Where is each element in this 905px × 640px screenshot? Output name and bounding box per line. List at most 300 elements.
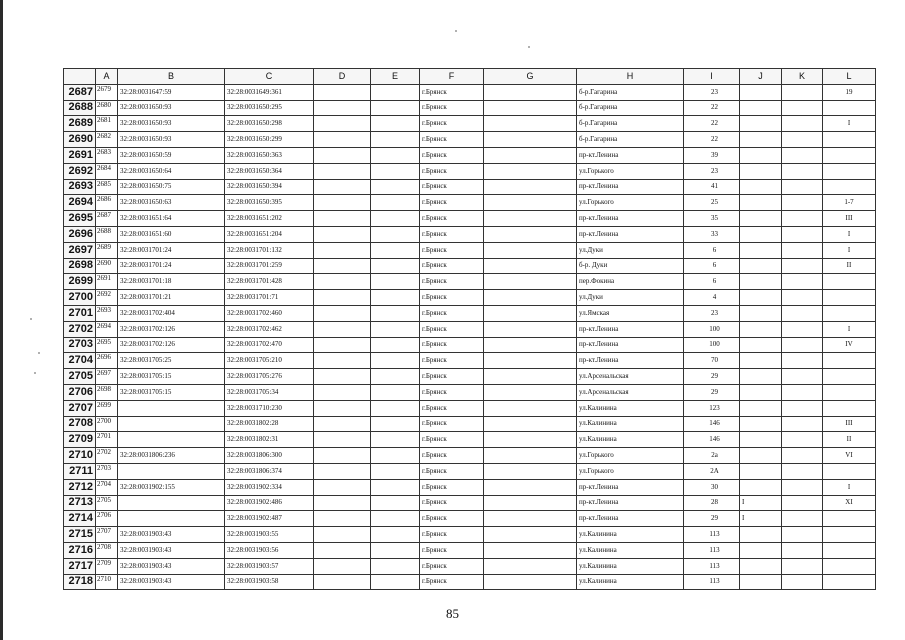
cell-l [823,574,876,590]
cell-f: г.Брянск [420,163,484,179]
table-row [64,116,876,132]
cell-d [314,147,371,163]
table-row [64,305,876,321]
row-number: 2696 [64,226,96,242]
cell-c: 32:28:0031806:300 [225,448,314,464]
cell-j [740,527,782,543]
cell-a: 2706 [96,511,118,527]
cell-e [371,274,420,290]
cell-j [740,147,782,163]
cell-f: г.Брянск [420,100,484,116]
cell-d [314,511,371,527]
cell-a: 2694 [96,321,118,337]
page-number: 85 [446,606,459,621]
cell-c: 32:28:0031702:470 [225,337,314,353]
cell-k [782,226,823,242]
cell-e [371,305,420,321]
table-row [64,211,876,227]
cell-b: 32:28:0031705:15 [118,369,225,385]
cell-d [314,369,371,385]
cell-b: 32:28:0031701:21 [118,290,225,306]
cell-g [484,495,577,511]
cell-g [484,116,577,132]
cell-j [740,400,782,416]
table-row [64,384,876,400]
cell-c: 32:28:0031650:295 [225,100,314,116]
row-number: 2710 [64,448,96,464]
cell-i: 41 [684,179,740,195]
cell-l [823,511,876,527]
row-number: 2711 [64,463,96,479]
scan-edge-bar [0,0,3,640]
row-number: 2705 [64,369,96,385]
cell-h: ул.Горького [577,195,684,211]
table-row [64,84,876,100]
cell-b [118,463,225,479]
cell-c: 32:28:0031806:374 [225,463,314,479]
cell-h: пр-кт.Ленина [577,147,684,163]
cell-f: г.Брянск [420,116,484,132]
cell-i: 33 [684,226,740,242]
cell-a: 2696 [96,353,118,369]
cell-k [782,448,823,464]
cell-a: 2685 [96,179,118,195]
row-number: 2716 [64,542,96,558]
cell-c: 32:28:0031650:395 [225,195,314,211]
cell-i: 2А [684,463,740,479]
cell-e [371,116,420,132]
cell-i: 25 [684,195,740,211]
cell-l: 1-7 [823,195,876,211]
cell-a: 2689 [96,242,118,258]
cell-b: 32:28:0031701:18 [118,274,225,290]
cell-l [823,290,876,306]
cell-h: б-р.Гагарина [577,132,684,148]
cell-a: 2707 [96,527,118,543]
cell-e [371,163,420,179]
cell-d [314,463,371,479]
cell-c: 32:28:0031701:71 [225,290,314,306]
cell-b: 32:28:0031702:404 [118,305,225,321]
cell-c: 32:28:0031650:299 [225,132,314,148]
cell-j [740,321,782,337]
column-header-l: L [823,69,876,85]
cell-d [314,400,371,416]
cell-b: 32:28:0031702:126 [118,321,225,337]
cell-h: пр-кт.Ленина [577,353,684,369]
cell-d [314,448,371,464]
cell-g [484,353,577,369]
cell-d [314,290,371,306]
cell-c: 32:28:0031705:276 [225,369,314,385]
cell-j [740,558,782,574]
cell-k [782,574,823,590]
cell-i: 113 [684,527,740,543]
table-row [64,163,876,179]
column-header-f: F [420,69,484,85]
cell-f: г.Брянск [420,84,484,100]
column-header-i: I [684,69,740,85]
cell-g [484,163,577,179]
cell-h: пр-кт.Ленина [577,226,684,242]
cell-b: 32:28:0031806:236 [118,448,225,464]
cell-e [371,353,420,369]
cell-d [314,100,371,116]
cell-i: 146 [684,416,740,432]
cell-j [740,574,782,590]
cell-l [823,527,876,543]
cell-b: 32:28:0031701:24 [118,242,225,258]
cell-i: 39 [684,147,740,163]
cell-h: пр-кт.Ленина [577,179,684,195]
cell-f: г.Брянск [420,321,484,337]
cell-e [371,400,420,416]
cell-i: 29 [684,511,740,527]
cell-j: I [740,495,782,511]
cell-g [484,416,577,432]
cell-c: 32:28:0031902:486 [225,495,314,511]
cell-d [314,495,371,511]
cell-k [782,211,823,227]
cell-h: ул.Горького [577,448,684,464]
row-number: 2691 [64,147,96,163]
cell-b: 32:28:0031705:15 [118,384,225,400]
cell-d [314,558,371,574]
cell-f: г.Брянск [420,337,484,353]
cell-b: 32:28:0031651:60 [118,226,225,242]
cell-k [782,432,823,448]
cell-c: 32:28:0031651:204 [225,226,314,242]
row-number: 2698 [64,258,96,274]
cell-g [484,463,577,479]
row-number: 2690 [64,132,96,148]
cell-j [740,132,782,148]
table-row [64,511,876,527]
cell-e [371,463,420,479]
cell-k [782,242,823,258]
column-header-row [64,69,876,85]
table-row [64,321,876,337]
cell-d [314,479,371,495]
cell-c: 32:28:0031701:132 [225,242,314,258]
cell-f: г.Брянск [420,147,484,163]
cell-j [740,479,782,495]
cell-c: 32:28:0031650:298 [225,116,314,132]
cell-a: 2693 [96,305,118,321]
cell-i: 70 [684,353,740,369]
cell-g [484,542,577,558]
cell-k [782,274,823,290]
cell-a: 2683 [96,147,118,163]
cell-i: 146 [684,432,740,448]
cell-l [823,384,876,400]
cell-e [371,416,420,432]
cell-f: г.Брянск [420,463,484,479]
cell-k [782,179,823,195]
cell-c: 32:28:0031701:259 [225,258,314,274]
cell-c: 32:28:0031903:56 [225,542,314,558]
cell-a: 2699 [96,400,118,416]
row-number: 2689 [64,116,96,132]
cell-e [371,242,420,258]
cell-d [314,211,371,227]
table-row [64,337,876,353]
column-header-e: E [371,69,420,85]
cell-f: г.Брянск [420,305,484,321]
cell-g [484,179,577,195]
cell-f: г.Брянск [420,132,484,148]
cell-e [371,495,420,511]
row-number: 2717 [64,558,96,574]
row-number: 2692 [64,163,96,179]
cell-l: 19 [823,84,876,100]
cell-d [314,195,371,211]
scan-artifact [30,318,32,320]
cell-i: 123 [684,400,740,416]
table-row [64,369,876,385]
row-number: 2687 [64,84,96,100]
cell-j [740,369,782,385]
cell-e [371,369,420,385]
cell-b: 32:28:0031650:64 [118,163,225,179]
cell-j [740,448,782,464]
cell-g [484,479,577,495]
cell-b: 32:28:0031650:93 [118,116,225,132]
cell-h: ул.Ямская [577,305,684,321]
table-row [64,432,876,448]
cell-g [484,558,577,574]
cell-e [371,321,420,337]
cell-l: I [823,242,876,258]
cell-b [118,495,225,511]
row-number: 2694 [64,195,96,211]
cell-d [314,321,371,337]
cell-g [484,511,577,527]
cell-h: б-р.Гагарина [577,116,684,132]
table-row [64,179,876,195]
cell-i: 100 [684,321,740,337]
cell-f: г.Брянск [420,574,484,590]
cell-j [740,116,782,132]
cell-e [371,527,420,543]
cell-i: 6 [684,242,740,258]
cell-c: 32:28:0031702:462 [225,321,314,337]
cell-l [823,463,876,479]
column-header-g: G [484,69,577,85]
cell-j [740,226,782,242]
cell-e [371,511,420,527]
cell-a: 2700 [96,416,118,432]
cell-h: пр-кт.Ленина [577,495,684,511]
cell-c: 32:28:0031710:230 [225,400,314,416]
cell-h: б-р.Гагарина [577,100,684,116]
cell-l [823,542,876,558]
cell-i: 23 [684,84,740,100]
cell-h: ул.Арсенальская [577,384,684,400]
cell-g [484,258,577,274]
cell-k [782,290,823,306]
spreadsheet-table [63,68,876,590]
row-number: 2706 [64,384,96,400]
table-row [64,258,876,274]
cell-f: г.Брянск [420,258,484,274]
cell-f: г.Брянск [420,527,484,543]
cell-a: 2702 [96,448,118,464]
cell-l: I [823,321,876,337]
cell-f: г.Брянск [420,542,484,558]
cell-e [371,100,420,116]
cell-g [484,432,577,448]
cell-k [782,384,823,400]
cell-j [740,242,782,258]
cell-g [484,400,577,416]
cell-g [484,242,577,258]
cell-i: 100 [684,337,740,353]
cell-l [823,179,876,195]
cell-b: 32:28:0031702:126 [118,337,225,353]
table-row [64,400,876,416]
cell-h: пр-кт.Ленина [577,479,684,495]
column-header-corner [64,69,96,85]
row-number: 2693 [64,179,96,195]
cell-l: II [823,432,876,448]
cell-f: г.Брянск [420,195,484,211]
cell-g [484,305,577,321]
cell-i: 113 [684,558,740,574]
cell-j [740,211,782,227]
cell-e [371,258,420,274]
cell-k [782,305,823,321]
cell-k [782,353,823,369]
row-number: 2714 [64,511,96,527]
cell-k [782,132,823,148]
row-number: 2708 [64,416,96,432]
scan-artifact [34,372,36,374]
table-row [64,353,876,369]
cell-i: 28 [684,495,740,511]
cell-b [118,400,225,416]
row-number: 2704 [64,353,96,369]
cell-j [740,100,782,116]
cell-l [823,305,876,321]
cell-k [782,495,823,511]
table-row [64,195,876,211]
cell-f: г.Брянск [420,416,484,432]
cell-k [782,558,823,574]
table-row [64,274,876,290]
cell-l [823,353,876,369]
cell-e [371,432,420,448]
cell-l [823,132,876,148]
cell-h: ул.Горького [577,163,684,179]
cell-f: г.Брянск [420,495,484,511]
cell-d [314,574,371,590]
cell-b [118,432,225,448]
cell-d [314,132,371,148]
cell-a: 2704 [96,479,118,495]
cell-i: 22 [684,100,740,116]
cell-i: 6 [684,258,740,274]
table-row [64,416,876,432]
cell-h: ул.Арсенальская [577,369,684,385]
cell-j [740,84,782,100]
table-row [64,479,876,495]
cell-e [371,179,420,195]
cell-b: 32:28:0031902:155 [118,479,225,495]
cell-l [823,274,876,290]
cell-h: б-р. Дуки [577,258,684,274]
cell-f: г.Брянск [420,448,484,464]
column-header-h: H [577,69,684,85]
cell-b: 32:28:0031650:75 [118,179,225,195]
row-number: 2712 [64,479,96,495]
table-row [64,574,876,590]
cell-b [118,416,225,432]
row-number: 2699 [64,274,96,290]
cell-c: 32:28:0031650:363 [225,147,314,163]
cell-c: 32:28:0031802:28 [225,416,314,432]
row-number: 2715 [64,527,96,543]
cell-a: 2710 [96,574,118,590]
cell-g [484,448,577,464]
cell-h: ул.Калинина [577,558,684,574]
cell-e [371,574,420,590]
cell-b: 32:28:0031705:25 [118,353,225,369]
cell-l: XI [823,495,876,511]
cell-j [740,305,782,321]
cell-k [782,463,823,479]
cell-c: 32:28:0031705:210 [225,353,314,369]
cell-d [314,258,371,274]
cell-a: 2680 [96,100,118,116]
row-number: 2688 [64,100,96,116]
table-row [64,495,876,511]
scan-artifact [455,30,457,32]
table-row [64,147,876,163]
cell-j [740,290,782,306]
cell-k [782,511,823,527]
cell-a: 2690 [96,258,118,274]
cell-j [740,258,782,274]
cell-h: ул.Калинина [577,527,684,543]
cell-l: II [823,258,876,274]
cell-b: 32:28:0031903:43 [118,558,225,574]
row-number: 2707 [64,400,96,416]
column-header-k: K [782,69,823,85]
cell-d [314,305,371,321]
cell-k [782,116,823,132]
cell-e [371,84,420,100]
cell-a: 2679 [96,84,118,100]
cell-g [484,527,577,543]
cell-i: 29 [684,369,740,385]
cell-e [371,147,420,163]
cell-h: пер.Фокина [577,274,684,290]
cell-g [484,574,577,590]
cell-j [740,179,782,195]
table-row [64,290,876,306]
cell-h: ул.Дуки [577,242,684,258]
cell-e [371,542,420,558]
cell-a: 2681 [96,116,118,132]
row-number: 2701 [64,305,96,321]
table-row [64,463,876,479]
cell-l: III [823,416,876,432]
cell-i: 23 [684,163,740,179]
column-header-c: C [225,69,314,85]
cell-e [371,132,420,148]
cell-a: 2695 [96,337,118,353]
